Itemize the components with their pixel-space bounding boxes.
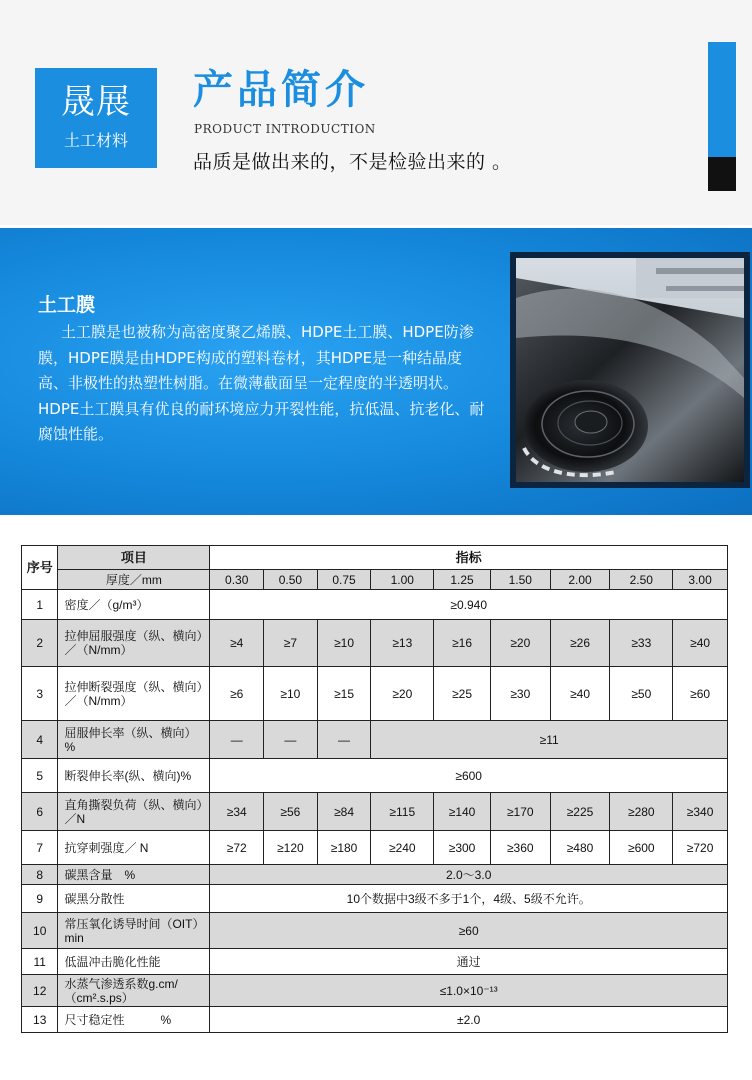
- row-item-label: 抗穿刺强度／ N: [58, 831, 210, 865]
- row-value: ≥7: [264, 620, 318, 667]
- row-item-label: 屈服伸长率（纵、横向）%: [58, 721, 210, 759]
- row-value: ≥340: [673, 793, 728, 831]
- row-item-label: 低温冲击脆化性能: [58, 949, 210, 975]
- row-value-all: ≥600: [210, 759, 728, 793]
- thickness-cell: 2.50: [610, 570, 673, 590]
- thickness-cell: 2.00: [550, 570, 610, 590]
- section-subtitle-en: PRODUCT INTRODUCTION: [194, 122, 376, 136]
- row-value: ≥84: [317, 793, 371, 831]
- thickness-cell: 3.00: [673, 570, 728, 590]
- row-value: ≥60: [673, 667, 728, 721]
- row-value: ≥120: [264, 831, 318, 865]
- row-value: —: [317, 721, 371, 759]
- row-item-label: 密度／（g/m³）: [58, 590, 210, 620]
- geomembrane-roll-image: [516, 258, 744, 482]
- row-value-all: 2.0～3.0: [210, 865, 728, 885]
- row-value: ≥4: [210, 620, 264, 667]
- row-value: ≥140: [434, 793, 491, 831]
- row-value-all: 10个数据中3级不多于1个，4级、5级不允许。: [210, 885, 728, 913]
- row-value: ≥15: [317, 667, 371, 721]
- row-value: ≥300: [434, 831, 491, 865]
- row-value: ≥240: [371, 831, 434, 865]
- row-item-label: 拉伸断裂强度（纵、横向）／（N/mm）: [58, 667, 210, 721]
- table-row: [22, 831, 728, 865]
- row-item-label: 尺寸稳定性 %: [58, 1007, 210, 1033]
- row-number: 10: [22, 913, 58, 949]
- table-row: [22, 949, 728, 975]
- table-row: [22, 667, 728, 721]
- row-value-all: ±2.0: [210, 1007, 728, 1033]
- intro-title: 土工膜: [38, 294, 96, 316]
- table-header-row: [22, 546, 728, 570]
- col-seq-header: 序号: [22, 546, 58, 590]
- row-value: ≥13: [371, 620, 434, 667]
- row-number: 2: [22, 620, 58, 667]
- slogan: 品质是做出来的，不是检验出来的 。: [193, 151, 512, 173]
- header: [0, 0, 752, 225]
- row-number: 8: [22, 865, 58, 885]
- row-value: ≥30: [490, 667, 550, 721]
- logo-sub-text: 土工材料: [63, 131, 128, 150]
- table-row: [22, 620, 728, 667]
- row-value-all: ≤1.0×10⁻¹³: [210, 975, 728, 1007]
- row-value: ≥56: [264, 793, 318, 831]
- intro-band: [0, 228, 752, 515]
- table-row: [22, 793, 728, 831]
- row-value: ≥16: [434, 620, 491, 667]
- row-value: ≥225: [550, 793, 610, 831]
- row-value: ≥10: [264, 667, 318, 721]
- row-value: ≥480: [550, 831, 610, 865]
- row-value: —: [210, 721, 264, 759]
- col-item-header: 项目: [58, 546, 210, 570]
- row-number: 3: [22, 667, 58, 721]
- logo-main-text: 晟展: [61, 82, 131, 122]
- row-value-rest: ≥11: [371, 721, 728, 759]
- spec-table: [21, 545, 728, 1033]
- section-title: 产品简介: [193, 67, 369, 113]
- row-item-label: 碳黑分散性: [58, 885, 210, 913]
- row-value: ≥600: [610, 831, 673, 865]
- row-value: —: [264, 721, 318, 759]
- row-value: ≥20: [371, 667, 434, 721]
- thickness-row: [22, 570, 728, 590]
- row-number: 4: [22, 721, 58, 759]
- thickness-cell: 1.00: [371, 570, 434, 590]
- row-number: 13: [22, 1007, 58, 1033]
- row-value: ≥180: [317, 831, 371, 865]
- row-value: ≥40: [673, 620, 728, 667]
- decor-bar-black: [708, 157, 736, 191]
- table-row: [22, 759, 728, 793]
- row-value: ≥20: [490, 620, 550, 667]
- thickness-cell: 0.30: [210, 570, 264, 590]
- row-value-all: ≥60: [210, 913, 728, 949]
- row-item-label: 断裂伸长率(纵、横向)%: [58, 759, 210, 793]
- row-number: 5: [22, 759, 58, 793]
- row-value-all: ≥0.940: [210, 590, 728, 620]
- thickness-cell: 0.50: [264, 570, 318, 590]
- row-value: ≥34: [210, 793, 264, 831]
- row-number: 7: [22, 831, 58, 865]
- row-value: ≥6: [210, 667, 264, 721]
- table-row: [22, 975, 728, 1007]
- table-row: [22, 590, 728, 620]
- brand-logo: [35, 68, 157, 168]
- thickness-cell: 0.75: [317, 570, 371, 590]
- row-item-label: 碳黑含量 %: [58, 865, 210, 885]
- row-value: ≥26: [550, 620, 610, 667]
- row-value: ≥25: [434, 667, 491, 721]
- row-value: ≥10: [317, 620, 371, 667]
- row-value: ≥33: [610, 620, 673, 667]
- table-row: [22, 913, 728, 949]
- row-number: 11: [22, 949, 58, 975]
- row-value-all: 通过: [210, 949, 728, 975]
- decor-bar-blue: [708, 42, 736, 157]
- row-value: ≥170: [490, 793, 550, 831]
- row-value: ≥40: [550, 667, 610, 721]
- col-index-header: 指标: [210, 546, 728, 570]
- row-item-label: 常压氧化诱导时间（OIT）min: [58, 913, 210, 949]
- intro-text: 土工膜是也被称为高密度聚乙烯膜、HDPE土工膜、HDPE防渗膜，HDPE膜是由HDPE构成的塑料卷材，其HDPE是一种结晶度高、非极性的热塑性树脂。在微薄截面呈一定程度的半透明状。HDPE土工膜具有优良的耐环境应力开裂性能，抗低温、抗老化、耐腐蚀性能。: [38, 323, 485, 443]
- table-row: [22, 865, 728, 885]
- thickness-cell: 1.50: [490, 570, 550, 590]
- row-value: ≥115: [371, 793, 434, 831]
- row-number: 12: [22, 975, 58, 1007]
- thickness-label: 厚度／mm: [58, 570, 210, 590]
- row-item-label: 拉伸屈服强度（纵、横向）／（N/mm）: [58, 620, 210, 667]
- geomembrane-roll-photo: [510, 252, 750, 488]
- table-row: [22, 721, 728, 759]
- row-value: ≥360: [490, 831, 550, 865]
- row-number: 1: [22, 590, 58, 620]
- row-number: 6: [22, 793, 58, 831]
- thickness-cell: 1.25: [434, 570, 491, 590]
- row-number: 9: [22, 885, 58, 913]
- row-item-label: 水蒸气渗透系数g.cm/（cm².s.ps）: [58, 975, 210, 1007]
- table-row: [22, 885, 728, 913]
- table-row: [22, 1007, 728, 1033]
- row-value: ≥50: [610, 667, 673, 721]
- row-value: ≥72: [210, 831, 264, 865]
- row-value: ≥720: [673, 831, 728, 865]
- row-item-label: 直角撕裂负荷（纵、横向）／N: [58, 793, 210, 831]
- row-value: ≥280: [610, 793, 673, 831]
